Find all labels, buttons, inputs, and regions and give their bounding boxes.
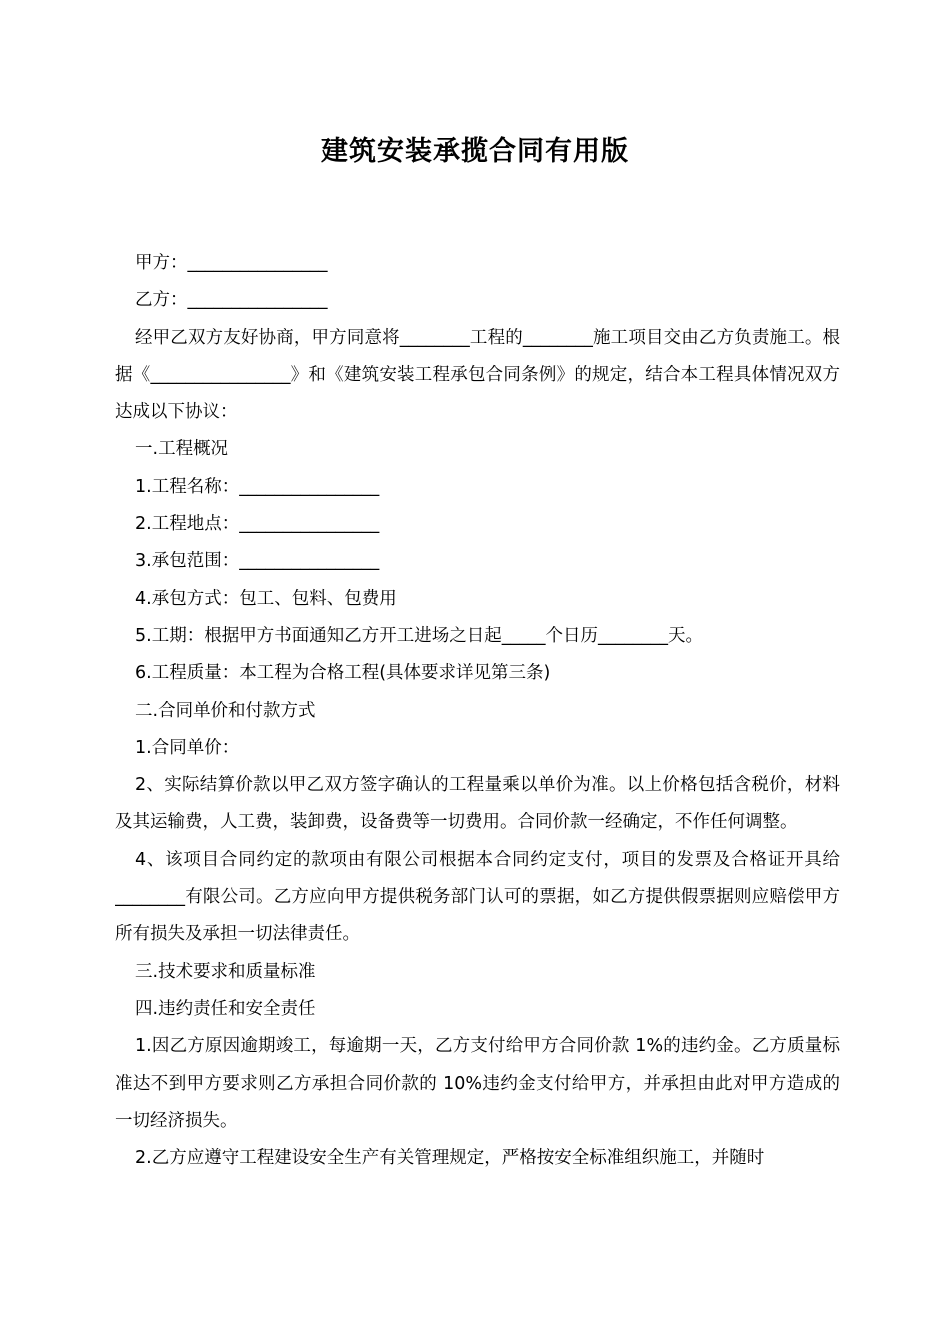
- party-b-line: 乙方：________________: [135, 290, 328, 311]
- payment-paragraph: 4、该项目合同约定的款项由有限公司根据本合同约定支付，项目的发票及合格证开具给________有限公司。乙方应向甲方提供税务部门认可的票据，如乙方提供假票据则应赔偿甲方所有损失及承担一切法律责任。: [115, 849, 840, 945]
- contract-scope-line: 3.承包范围：________________: [135, 551, 380, 572]
- safety-paragraph: 2.乙方应遵守工程建设安全生产有关管理规定，严格按安全标准组织施工，并随时: [135, 1148, 765, 1169]
- section-heading-2: 二.合同单价和付款方式: [135, 700, 316, 721]
- unit-price-line: 1.合同单价：: [135, 737, 240, 758]
- section-heading-3: 三.技术要求和质量标准: [135, 961, 316, 982]
- project-location-line: 2.工程地点：________________: [135, 514, 380, 535]
- party-a-line: 甲方：________________: [135, 253, 328, 273]
- project-name-line: 1.工程名称：________________: [135, 476, 380, 497]
- duration-line: 5.工期：根据甲方书面通知乙方开工进场之日起_____个日历________天。: [135, 625, 703, 646]
- preamble-paragraph: 经甲乙双方友好协商，甲方同意将________工程的________施工项目交由乙方负责施工。根据《________________》和《建筑安装工程承包合同条例》的规定，结合本工程具体情况双方达成以下协议：: [115, 327, 840, 423]
- quality-line: 6.工程质量：本工程为合格工程(具体要求详见第三条): [135, 663, 551, 684]
- section-heading-4: 四.违约责任和安全责任: [135, 998, 316, 1019]
- penalty-paragraph: 1.因乙方原因逾期竣工，每逾期一天，乙方支付给甲方合同价款 1%的违约金。乙方质量标准达不到甲方要求则乙方承担合同价款的 10%违约金支付给甲方，并承担由此对甲方造成的一切经济损失。: [115, 1036, 840, 1131]
- document-title: 建筑安装承揽合同有用版: [321, 136, 629, 167]
- settlement-paragraph: 2、实际结算价款以甲乙双方签字确认的工程量乘以单价为准。以上价格包括含税价，材料及其运输费，人工费，装卸费，设备费等一切费用。合同价款一经确定，不作任何调整。: [115, 775, 840, 833]
- section-heading-1: 一.工程概况: [135, 439, 229, 460]
- contract-mode-line: 4.承包方式：包工、包料、包费用: [135, 588, 397, 609]
- document-body: [115, 245, 840, 1177]
